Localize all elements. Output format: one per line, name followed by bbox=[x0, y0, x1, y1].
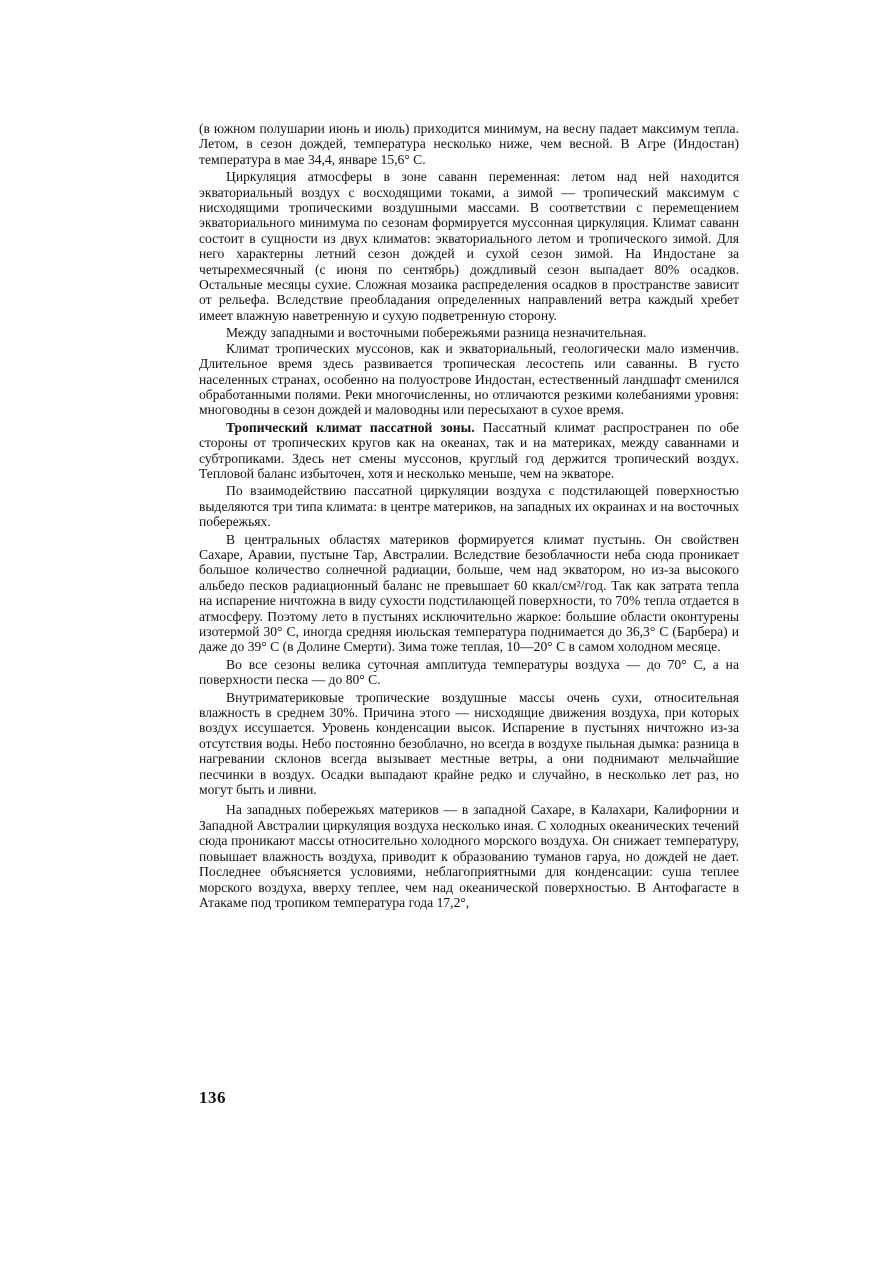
body-text bbox=[199, 121, 739, 910]
paragraph-2: Циркуляция атмосферы в зоне саванн переменная: летом над ней находится экваториальный воздух с восходящими токами, а зимой — тропический максимум с нисходящими тропическими воздушными массами. В соответствии с перемещением экваториального минимума по сезонам формируется муссонная циркуляция. Климат саванн состоит в сущности из двух климатов: экваториального летом и тропического зимой. Для него характерны летний сезон дождей и сухой сезон зимой. На Индостане за четырехмесячный (с июня по сентябрь) дождливый сезон выпадает 80% осадков. Остальные месяцы сухие. Сложная мозаика распределения осадков в пространстве зависит от рельефа. Вследствие преобладания определенных направлений ветра каждый хребет имеет влажную наветренную и сухую подветренную сторону. bbox=[199, 169, 739, 323]
paragraph-7: В центральных областях материков формируется климат пустынь. Он свойствен Сахаре, Аравии, пустыне Тар, Австралии. Вследствие безоблачности неба сюда проникает большое количество солнечной радиации, больше, чем над экватором, но из-за высокого альбедо песков радиационный баланс не превышает 60 ккал/см²/год. Так как затрата тепла на испарение ничтожна в виду сухости подстилающей поверхности, то 70% тепла отдается в атмосферу. Поэтому лето в пустынях исключительно жаркое: большие области оконтурены изотермой 30° С, иногда средняя июльская температура поднимается до 36,3° С (Барбера) и даже до 39° С (в Долине Смерти). Зима тоже теплая, 10—20° С в самом холодном месяце. bbox=[199, 531, 739, 655]
section-heading: Тропический климат пассатной зоны. bbox=[226, 419, 475, 435]
paragraph-3: Между западными и восточными побережьями разница незначительная. bbox=[226, 325, 647, 341]
paragraph-4: Климат тропических муссонов, как и экваториальный, геологически мало изменчив. Длительное время здесь развивается тропическая лесостепь или саванны. В густо населенных странах, особенно на полуострове Индостан, естественный ландшафт сменился обработанными полями. Реки многочисленны, но отличаются резкими колебаниями уровня: многоводны в сезон дождей и маловодны или пересыхают в сухое время. bbox=[199, 340, 739, 418]
paragraph-1: (в южном полушарии июнь и июль) приходится минимум, на весну падает максимум тепла. Летом, в сезон дождей, температура несколько ниже, чем весной. В Агре (Индостан) температура в мае 34,4, январе 15,6° С. bbox=[199, 121, 739, 167]
paragraph-10: На западных побережьях материков — в западной Сахаре, в Калахари, Калифорнии и Западной Австралии циркуляция воздуха несколько иная. С холодных океанических течений сюда проникают массы относительно холодного морского воздуха. Он снижает температуру, повышает влажность воздуха, приводит к образованию туманов гаруа, но дождей не дает. Последнее объясняется условиями, неблагоприятными для конденсации: суша теплее морского воздуха, вверху теплее, чем над океанической поверхностью. В Антофагасте в Атакаме под тропиком температура года 17,2°, bbox=[199, 802, 739, 910]
page-number: 136 bbox=[199, 1088, 226, 1107]
paragraph-6: По взаимодействию пассатной циркуляции воздуха с подстилающей поверхностью выделяются три типа климата: в центре материков, на западных их окраинах и на восточных побережьях. bbox=[199, 483, 739, 530]
paragraph-8: Во все сезоны велика суточная амплитуда температуры воздуха — до 70° С, а на поверхности песка — до 80° С. bbox=[199, 656, 739, 688]
paragraph-5: Тропический климат пассатной зоны. Пассатный климат распространен по обе стороны от тропических кругов как на океанах, так и на материках, между саваннами и субтропиками. Здесь нет смены муссонов, круглый год держится тропический воздух. Тепловой баланс избыточен, хотя и несколько меньше, чем на экваторе. bbox=[199, 419, 739, 481]
paragraph-9: Внутриматериковые тропические воздушные массы очень сухи, относительная влажность в среднем 30%. Причина этого — нисходящие движения воздуха, при которых воздух иссушается. Уровень конденсации высок. Испарение в пустынях ничтожно из-за отсутствия воды. Небо постоянно безоблачно, но всегда в воздухе пыльная дымка: разница в нагревании склонов всегда вызывает местные ветры, а они поднимают мельчайшие песчинки в воздух. Осадки выпадают крайне редко и случайно, в несколько лет раз, но могут быть и ливни. bbox=[199, 689, 739, 798]
